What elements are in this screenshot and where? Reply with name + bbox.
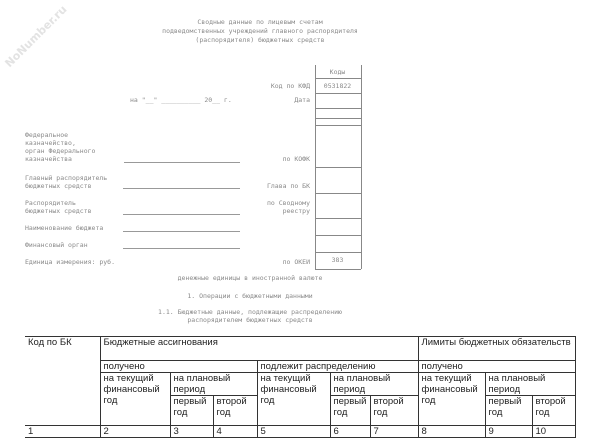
fk-label-3: орган Федерального (25, 147, 96, 155)
col-num: 4 (213, 426, 257, 438)
form-title-2: подведомственных учреждений главного распорядителя (162, 27, 358, 35)
fk-label-4: казначейства (25, 155, 72, 163)
header-current-3: на текущий финансовый год (418, 373, 485, 426)
form-title-1: Сводные данные по лицевым счетам (197, 18, 323, 26)
rbs-label-1: Распорядитель (25, 199, 76, 207)
col-num: 3 (170, 426, 213, 438)
header-lbo: Лимиты бюджетных обязательств (418, 337, 575, 361)
col-num: 7 (370, 426, 418, 438)
watermark: NoNumber.ru (2, 2, 70, 71)
fin-label: Финансовый орган (25, 241, 88, 249)
header-first-1: первый год (170, 396, 213, 426)
header-planned-1: на плановый период (170, 373, 257, 396)
okud-code: 0531822 (323, 82, 352, 90)
fk-label-2: казначейство, (25, 139, 76, 147)
header-lbo-received: получено (418, 361, 575, 373)
okud-label: Код по КФД (270, 82, 310, 90)
header-received: получено (100, 361, 257, 373)
header-to-distribute: подлежит распределению (257, 361, 418, 373)
header-current-1: на текущий финансовый год (100, 373, 170, 426)
unit-label: Единица измерения: руб. (25, 258, 116, 266)
header-second-1: второй год (213, 396, 257, 426)
col-num: 5 (257, 426, 330, 438)
header-second-3: второй год (532, 396, 575, 426)
col-num: 8 (418, 426, 485, 438)
fin-field[interactable] (123, 248, 240, 249)
kofk-label: по КОФК (282, 155, 310, 163)
header-first-3: первый год (485, 396, 532, 426)
section-11-title-2: распорядителем бюджетных средств (187, 316, 313, 324)
col-num: 6 (330, 426, 370, 438)
section-1-title: 1. Операции с бюджетными данными (187, 292, 313, 300)
col-num: 9 (485, 426, 532, 438)
codes-header: Коды (329, 68, 346, 76)
okei-code: 383 (331, 256, 344, 264)
col-num: 2 (100, 426, 170, 438)
date-label: Дата (294, 96, 310, 104)
currency-note: денежные единицы в иностранной валюте (177, 274, 323, 282)
col-num: 10 (532, 426, 575, 438)
glava-label: Глава по БК (266, 182, 310, 190)
fk-label-1: Федеральное (25, 131, 69, 139)
rbs-field[interactable] (123, 214, 240, 215)
date-line: на "__" __________ 20__ г. (130, 96, 232, 104)
rbs-label-2: бюджетных средств (25, 207, 92, 215)
section-11-title-1: 1.1. Бюджетные данные, подлежащие распределению (158, 308, 342, 316)
budget-table (25, 336, 576, 438)
header-second-2: второй год (370, 396, 418, 426)
grbs-field[interactable] (123, 188, 240, 189)
header-current-2: на текущий финансовый год (257, 373, 330, 426)
header-ba: Бюджетные ассигнования (100, 337, 418, 361)
reestr-label-1: по Сводному (266, 199, 310, 207)
header-planned-3: на плановый период (485, 373, 575, 396)
col-num: 1 (25, 426, 100, 438)
fk-field[interactable] (124, 162, 240, 163)
okei-label: по ОКЕИ (282, 258, 310, 266)
form-title-3: (распорядителя) бюджетных средств (195, 36, 325, 44)
budget-field[interactable] (123, 231, 240, 232)
header-planned-2: на плановый период (330, 373, 418, 396)
grbs-label-1: Главный распорядитель (25, 174, 108, 182)
header-first-2: первый год (330, 396, 370, 426)
header-kbk: Код по БК (25, 337, 100, 426)
reestr-label-2: реестру (282, 207, 310, 215)
grbs-label-2: бюджетных средств (25, 182, 92, 190)
budget-label: Наименование бюджета (25, 224, 104, 232)
